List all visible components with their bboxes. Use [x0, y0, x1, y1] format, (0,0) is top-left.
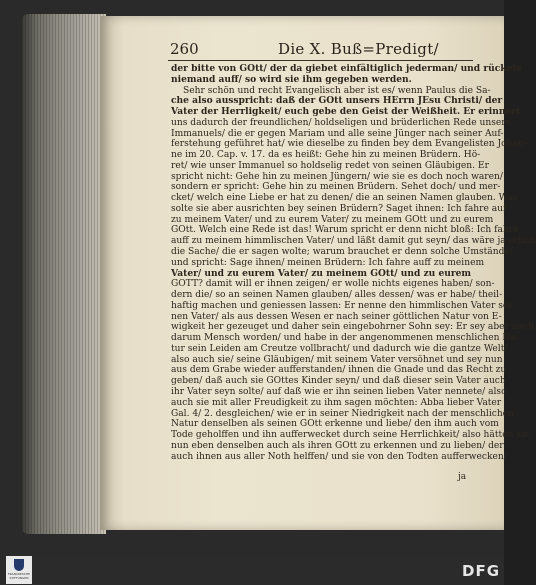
- book-page-edges: [22, 14, 106, 534]
- text-line: niemand auff/ so wird sie ihm gegeben werden.: [171, 73, 412, 85]
- catchword: ja: [458, 472, 467, 482]
- text-line: spricht nicht: Gehe hin zu meinen Jüngern/ wie sie es doch noch waren/: [171, 171, 503, 182]
- text-line: nun eben denselben auch als ihren GOtt zu erkennen und zu lieben/ der: [171, 440, 504, 451]
- text-line: der bitte von GOtt/ der da giebet einfältiglich jederman/ und rückets: [171, 63, 522, 74]
- text-line: und spricht: Sage ihnen/ meinen Brüdern: Ich fahre auff zu meinem: [171, 257, 485, 268]
- text-line: wigkeit her gezeuget und daher sein eingebohrner Sohn sey: Er sey aber auch: [171, 322, 534, 333]
- text-line: zu meinem Vater/ und zu eurem Vater/ zu meinem GOtt und zu eurem: [171, 214, 494, 225]
- body-text: [171, 63, 536, 462]
- text-line: Vater der Herrligkeit/ euch gebe den Geist der Weißheit. Er erinnert: [171, 106, 521, 118]
- text-line: Vater/ und zu eurem Vater/ zu meinem GOtt/ und zu eurem: [171, 267, 472, 279]
- dfg-logo: DFG: [462, 562, 501, 580]
- text-line: aus dem Grabe wieder aufferstanden/ ihnen die Gnade und das Recht zu: [171, 365, 507, 376]
- text-line: ret/ wie unser Immanuel so holdselig redet von seinen Gläubigen. Er: [171, 160, 489, 171]
- text-line: also auch sie/ seine Gläubigen/ mit seinem Vater versöhnet und sey nun: [171, 354, 503, 365]
- text-line: auch ihnen aus aller Noth helffen/ und sie von den Todten aufferwecken/: [171, 451, 507, 462]
- text-line: geben/ daß auch sie GOttes Kinder seyn/ und daß dieser sein Vater auch: [171, 376, 506, 387]
- text-line: ihr Vater seyn solte/ auf daß wie er ihn seinen lieben Vater nennete/ also: [171, 386, 507, 397]
- text-line: cket/ welch eine Liebe er hat zu denen/ die an seinen Namen glauben. Was: [171, 193, 518, 204]
- text-line: Gal. 4/ 2. desgleichen/ wie er in seiner Niedrigkeit nach der menschlichen: [171, 408, 514, 419]
- text-line: ne im 20. Cap. v. 17. da es heißt: Gehe hin zu meinen Brüdern. Hö-: [171, 150, 481, 161]
- text-line: die Sache/ die er sagen wolte; warum brauchet er denn solche Umstände/: [171, 247, 513, 258]
- footer-strip: [0, 555, 504, 585]
- shield-icon: [14, 559, 24, 571]
- text-line: haftig machen und geniessen lassen: Er nenne den himmlischen Vater sei-: [171, 300, 515, 311]
- text-line: ferstehung geführet hat/ wie dieselbe zu finden bey dem Evangelisten Johan-: [171, 139, 527, 150]
- text-line: che also ausspricht: daß der GOtt unsers HErrn JEsu Christi/ der: [171, 95, 503, 107]
- header-rule: [168, 60, 473, 61]
- text-line: Sehr schön und recht Evangelisch aber ist es/ wenn Paulus die Sa-: [183, 85, 491, 96]
- text-line: tur sein Leiden am Creutze vollbracht/ und dadurch wie die gantze Welt/: [171, 343, 508, 354]
- running-title: Die X. Buß=Predigt/: [278, 40, 439, 58]
- text-line: sondern er spricht: Gehe hin zu meinen Brüdern. Sehet doch/ und mer-: [171, 182, 501, 193]
- text-line: Tode geholffen und ihn aufferwecket durch seine Herrlichkeit/ also hätten sie: [171, 430, 530, 441]
- text-line: GOTT? damit will er ihnen zeigen/ er wolle nichts eigenes haben/ son-: [171, 279, 495, 290]
- logo-text: FRANCKESCHE STIFTUNGEN: [7, 572, 31, 580]
- text-line: uns dadurch der freundlichen/ holdseligen und brüderlichen Rede unsers: [171, 117, 511, 128]
- text-line: Immanuels/ die er gegen Mariam und alle seine Jünger nach seiner Auf-: [171, 128, 504, 139]
- page-number: 260: [170, 40, 199, 58]
- text-line: auff zu meinem himmlischen Vater/ und läßt damit gut seyn/ das wäre ja schon: [171, 236, 536, 247]
- text-line: Natur denselben als seinen GOtt erkenne und liebe/ den ihm auch vom: [171, 419, 499, 430]
- text-line: GOtt. Welch eine Rede ist das! Warum spricht er denn nicht bloß: Ich fahre: [171, 225, 519, 236]
- text-line: auch sie mit aller Freudigkeit zu ihm sagen möchten: Abba lieber Vater: [171, 397, 502, 408]
- text-line: dern die/ so an seinen Namen glauben/ alles dessen/ was er habe/ theil-: [171, 290, 503, 301]
- text-line: solte sie aber ausrichten bey seinen Brüdern? Saget ihnen: Ich fahre auf: [171, 203, 507, 214]
- text-line: darum Mensch worden/ und habe in der angenommenen menschlichen Na-: [171, 333, 519, 344]
- text-line: nen Vater/ als aus dessen Wesen er nach seiner göttlichen Natur von E-: [171, 311, 502, 322]
